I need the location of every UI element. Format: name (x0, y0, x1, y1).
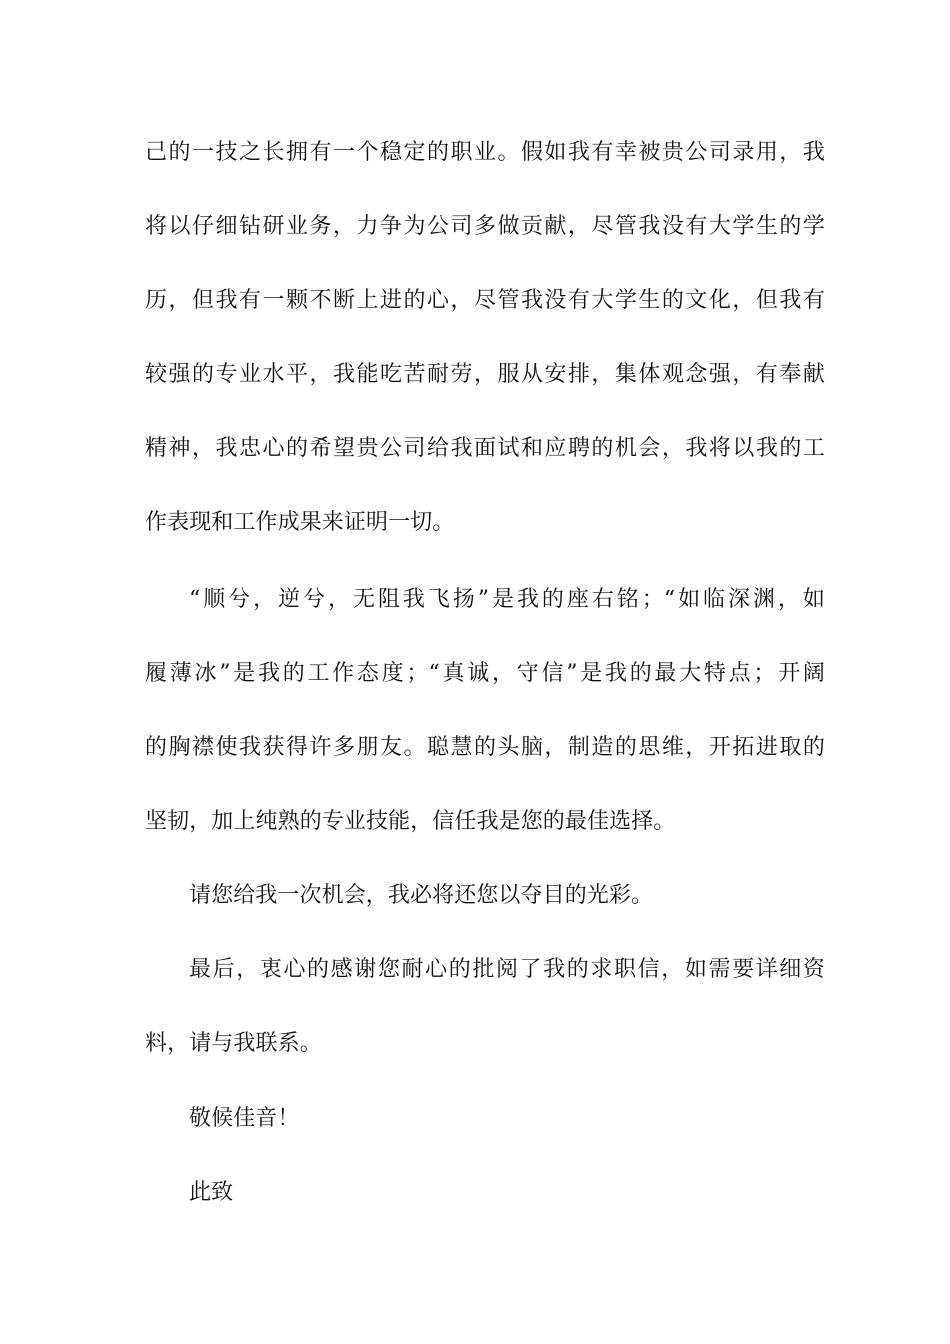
text-line: 作表现和工作成果来证明一切。 (145, 510, 455, 535)
text-line: 坚韧，加上纯熟的专业技能，信任我是您的最佳选择。 (145, 809, 676, 834)
text-line: 履薄冰”是我的工作态度；“真诚，守信”是我的最大特点；开阔 (145, 661, 825, 686)
text-line: 请您给我一次机会，我必将还您以夺目的光彩。 (189, 883, 654, 908)
text-line: 历，但我有一颗不断上进的心，尽管我没有大学生的文化，但我有 (145, 288, 825, 313)
text-line: 己的一技之长拥有一个稳定的职业。假如我有幸被贵公司录用，我 (145, 140, 825, 165)
text-line: 最后，衷心的感谢您耐心的批阅了我的求职信，如需要详细资 (189, 957, 825, 982)
text-line: 将以仔细钻研业务，力争为公司多做贡献，尽管我没有大学生的学 (145, 214, 825, 239)
closing-greeting: 敬候佳音！ (189, 1106, 300, 1131)
text-line: 的胸襟使我获得许多朋友。聪慧的头脑，制造的思维，开拓进取的 (145, 735, 825, 760)
text-line: “顺兮，逆兮，无阻我飞扬”是我的座右铭；“如临深渊，如 (189, 587, 825, 612)
text-line: 料，请与我联系。 (145, 1031, 322, 1056)
text-line: 精神，我忠心的希望贵公司给我面试和应聘的机会，我将以我的工 (145, 436, 825, 461)
text-line: 较强的专业水平，我能吃苦耐劳，服从安排，集体观念强，有奉献 (145, 362, 825, 387)
closing-salutation: 此致 (189, 1180, 234, 1205)
